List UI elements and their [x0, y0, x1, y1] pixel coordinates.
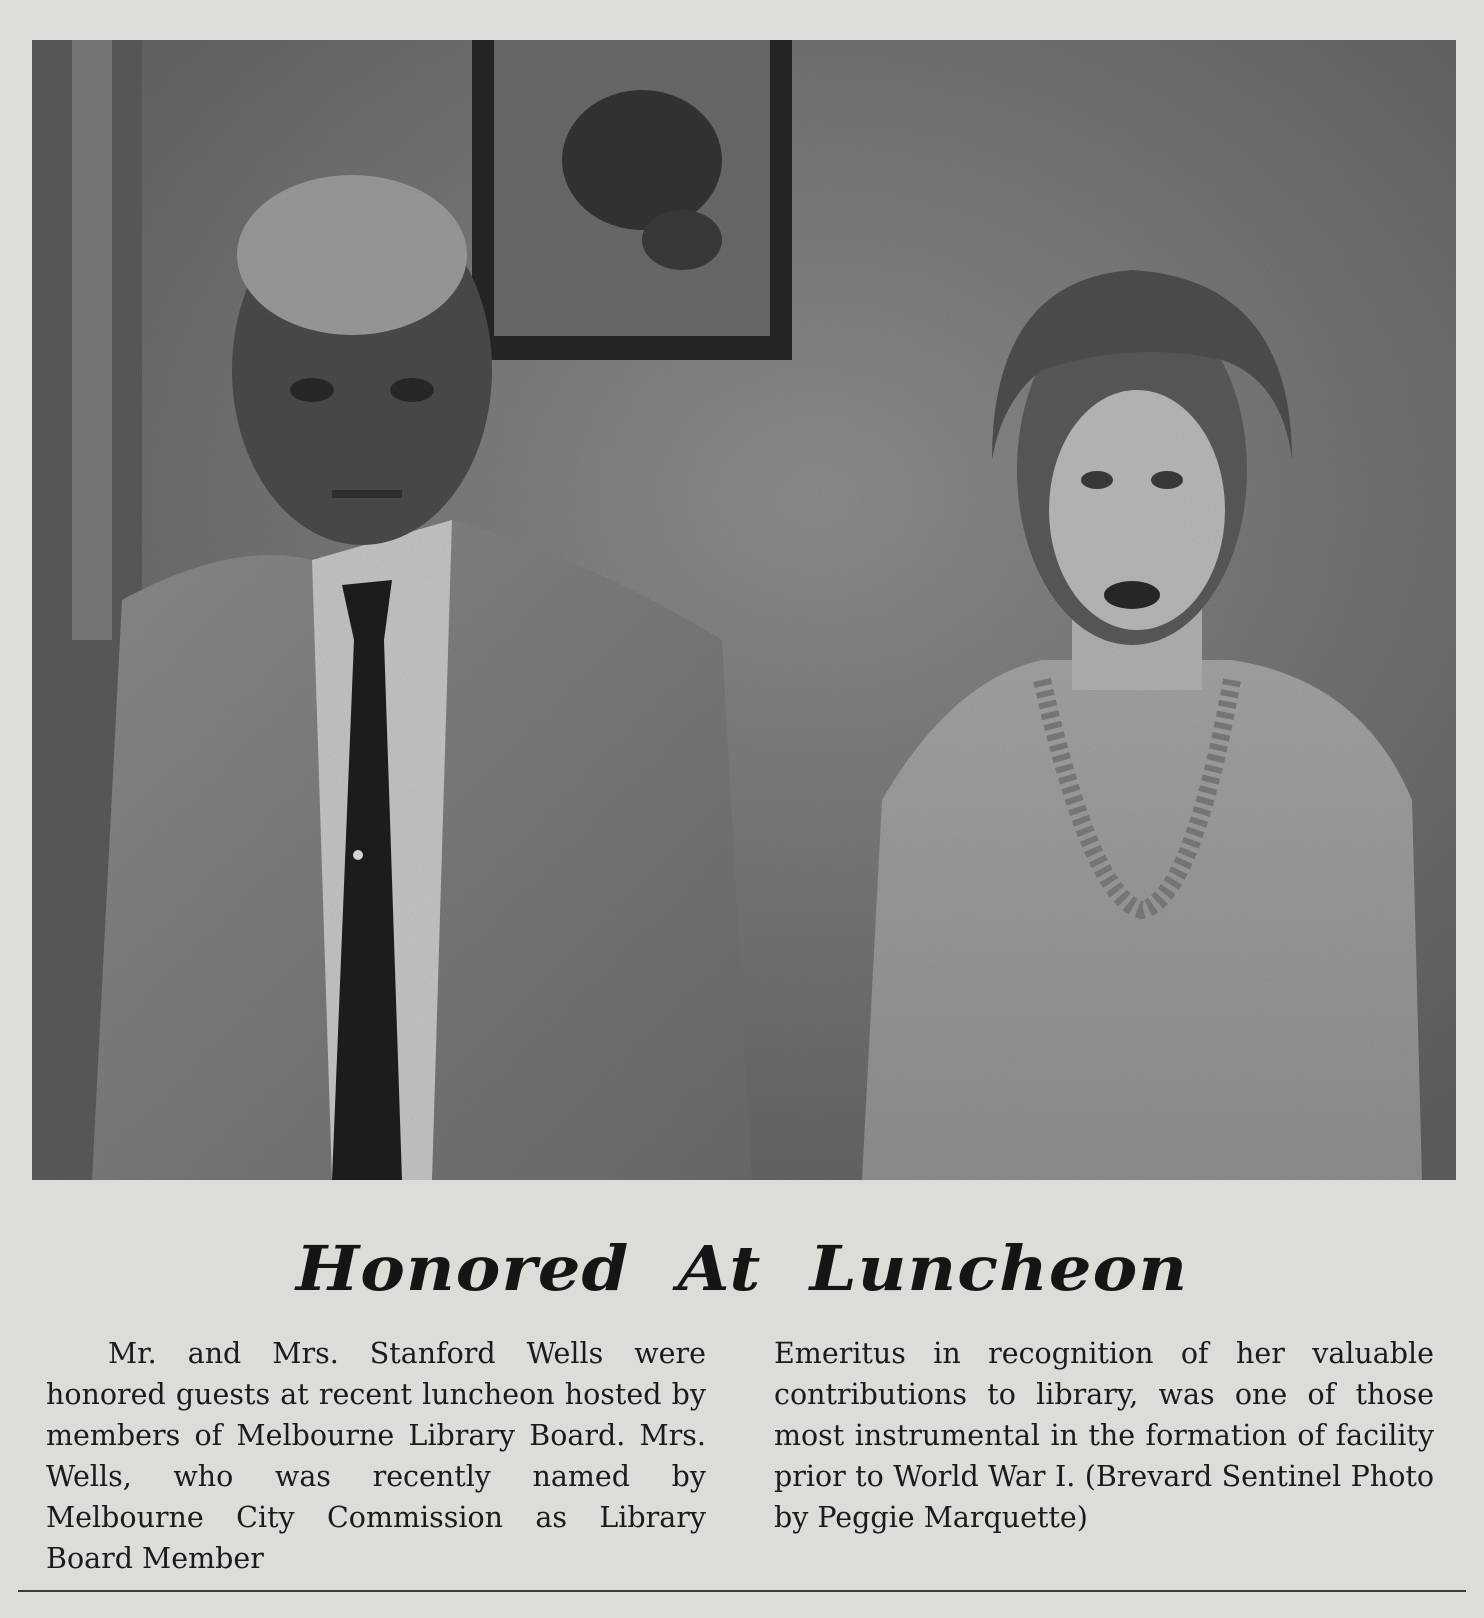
news-photo	[32, 40, 1456, 1180]
caption-column-right: Emeritus in recognition of her valuable contributions to library, was one of those most instrumental in the formation of facility prior to World War I. (Brevard Sentinel Photo by Peggie Marquette)	[774, 1337, 1434, 1534]
headline: Honored At Luncheon	[295, 1232, 1189, 1305]
caption-column-left: Mr. and Mrs. Stanford Wells were honored guests at recent luncheon hosted by members of Melbourne Library Board. Mrs. Wells, who was recently named by Melbourne City Commission as Library Board Member	[46, 1337, 706, 1575]
bottom-rule	[18, 1590, 1466, 1592]
photo-illustration	[32, 40, 1456, 1180]
